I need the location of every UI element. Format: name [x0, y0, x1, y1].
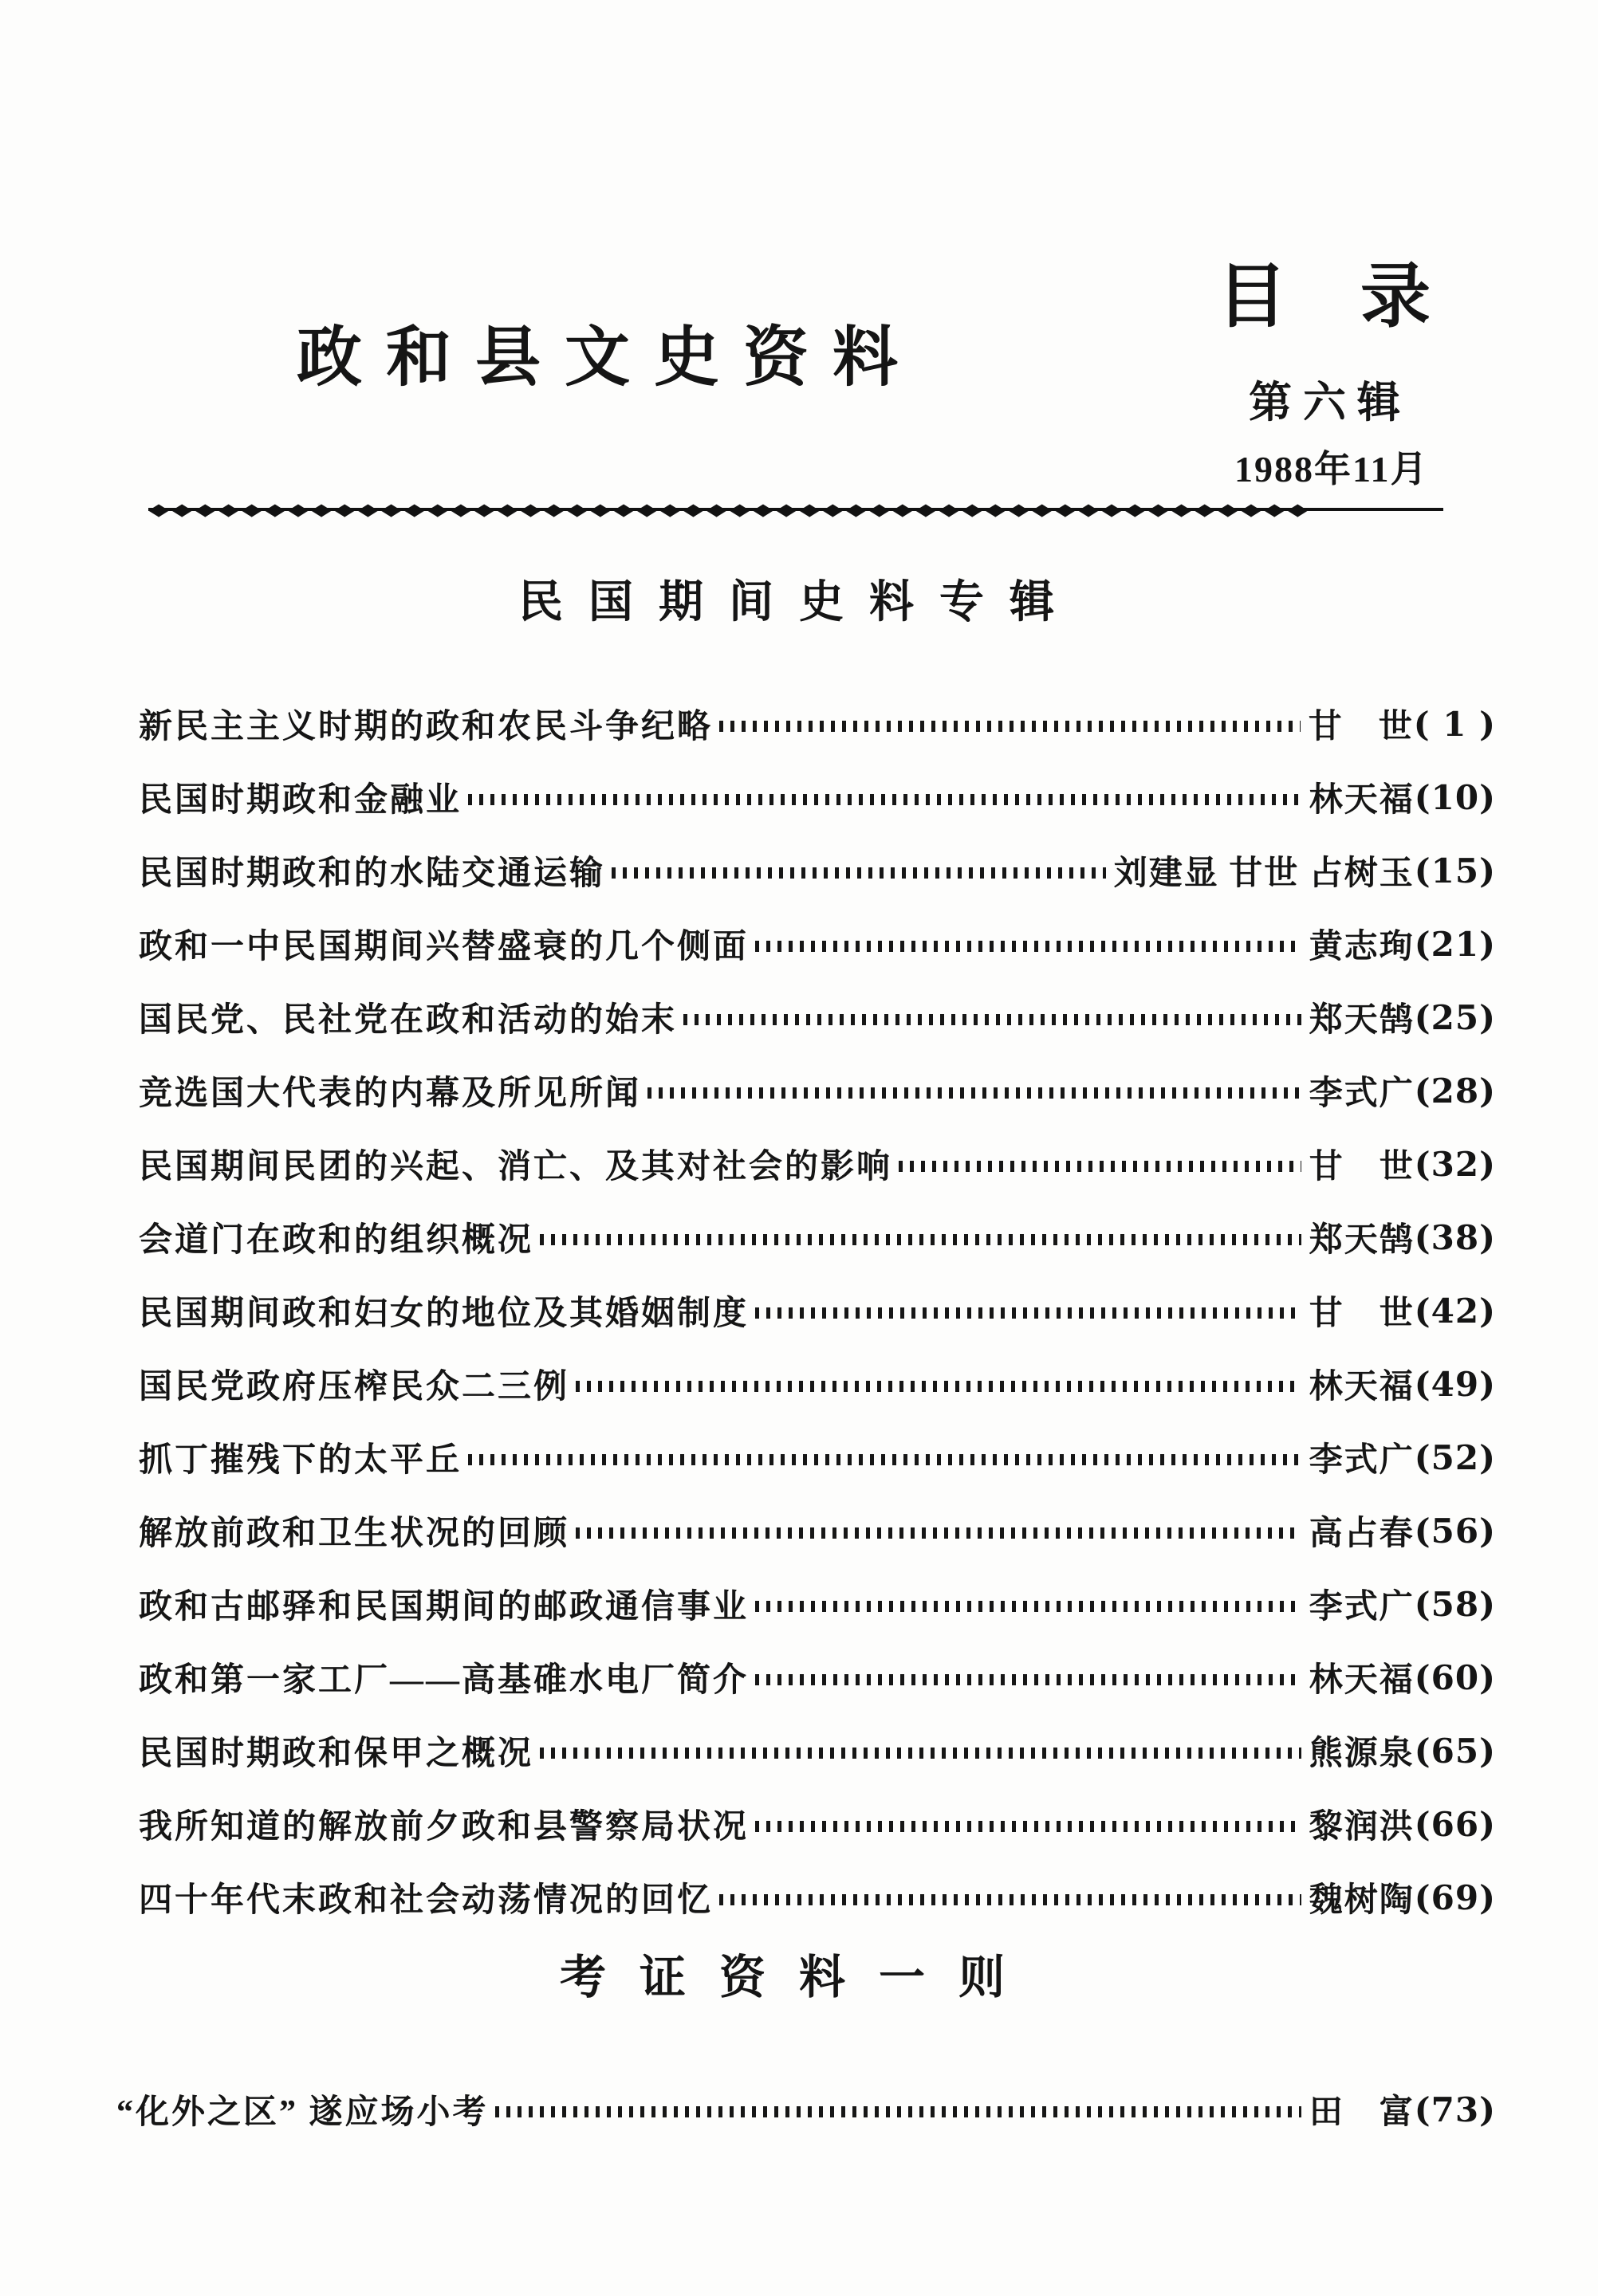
entry-page-number: (60)	[1414, 1657, 1496, 1697]
dotted-leader	[755, 1674, 1301, 1685]
entry-page-number: (49)	[1414, 1364, 1496, 1404]
entry-author: 高占春	[1309, 1516, 1415, 1552]
entry-title: 竞选国大代表的内幕及所见所闻	[139, 1075, 642, 1112]
entry-page-number: (32)	[1414, 1144, 1496, 1184]
entry-title: 民国时期政和的水陆交通运输	[139, 855, 606, 892]
section-heading-republican-era: 民国期间史料专辑	[518, 578, 1080, 627]
entry-title: 民国时期政和保甲之概况	[139, 1736, 534, 1772]
toc-entry	[139, 907, 1496, 981]
entry-page-number: (56)	[1414, 1511, 1496, 1551]
booklet-title: 政和县文史资料	[297, 321, 923, 394]
toc-list	[116, 2073, 1496, 2146]
issue-date: 1988年11月	[1234, 449, 1429, 489]
entry-title: 解放前政和卫生状况的回顾	[139, 1516, 570, 1552]
entry-title: 国民党、民社党在政和活动的始末	[139, 1002, 678, 1039]
dotted-leader	[755, 1307, 1301, 1319]
toc-list	[139, 687, 1496, 1934]
entry-title: 会道门在政和的组织概况	[139, 1222, 534, 1259]
entry-author: 郑天鹄	[1309, 1002, 1415, 1039]
dotted-leader	[719, 1894, 1301, 1905]
entry-author: 林天福	[1309, 782, 1415, 819]
dotted-leader	[755, 1821, 1301, 1832]
toc-entry	[139, 1494, 1496, 1567]
dotted-leader	[540, 1234, 1301, 1245]
entry-title: “化外之区” 遂应场小考	[116, 2094, 489, 2131]
entry-title: 民国时期政和金融业	[139, 782, 462, 819]
entry-author: 黎润洪	[1309, 1809, 1415, 1846]
entry-author: 熊源泉	[1309, 1736, 1415, 1772]
toc-entry	[139, 1201, 1496, 1274]
entry-page-number: (73)	[1414, 2090, 1496, 2129]
entry-page-number: (25)	[1414, 997, 1496, 1037]
ornamental-divider	[148, 494, 1443, 525]
entry-page-number: (38)	[1414, 1217, 1496, 1257]
entry-title: 新民主主义时期的政和农民斗争纪略	[139, 709, 714, 745]
entry-author: 田 富	[1309, 2094, 1415, 2131]
entry-author: 甘 世	[1309, 1295, 1415, 1332]
dotted-leader	[540, 1748, 1301, 1759]
toc-entry	[139, 1127, 1496, 1201]
entry-page-number: (21)	[1414, 924, 1496, 964]
toc-entry	[139, 1274, 1496, 1347]
toc-entry	[139, 1787, 1496, 1861]
entry-page-number: (10)	[1414, 777, 1496, 817]
entry-author: 郑天鹄	[1309, 1222, 1415, 1259]
entry-title: 政和古邮驿和民国期间的邮政通信事业	[139, 1589, 750, 1626]
entry-page-number: (66)	[1414, 1804, 1496, 1844]
toc-entry	[139, 834, 1496, 907]
dotted-leader	[755, 1601, 1301, 1612]
entry-page-number: (42)	[1414, 1291, 1496, 1331]
dotted-leader	[719, 721, 1301, 732]
toc-entry	[139, 1641, 1496, 1714]
entry-page-number: (52)	[1414, 1437, 1496, 1477]
toc-entry	[116, 2073, 1496, 2146]
entry-author: 林天福	[1309, 1662, 1415, 1699]
entry-title: 民国期间民团的兴起、消亡、及其对社会的影响	[139, 1149, 893, 1185]
toc-entry	[139, 1714, 1496, 1787]
dotted-leader	[468, 794, 1301, 805]
toc-entry	[139, 981, 1496, 1054]
toc-title: 目 录	[1217, 259, 1433, 336]
entry-title: 政和第一家工厂——高基碓水电厂简介	[139, 1662, 750, 1699]
volume-label: 第六辑	[1249, 379, 1411, 427]
dotted-leader	[468, 1454, 1301, 1465]
entry-page-number: (65)	[1414, 1731, 1496, 1771]
dotted-leader	[683, 1014, 1301, 1025]
toc-entry	[139, 687, 1496, 761]
dotted-leader	[755, 941, 1301, 952]
dotted-leader	[495, 2106, 1301, 2117]
entry-author: 甘 世	[1309, 1149, 1415, 1185]
entry-author: 魏树陶	[1309, 1882, 1415, 1919]
dotted-leader	[899, 1161, 1301, 1172]
dotted-leader	[647, 1087, 1301, 1099]
entry-author: 李式广	[1309, 1442, 1415, 1479]
entry-title: 民国期间政和妇女的地位及其婚姻制度	[139, 1295, 750, 1332]
section-heading-textual-research: 考证资料一则	[559, 1952, 1038, 2003]
toc-entry	[139, 1421, 1496, 1494]
entry-title: 政和一中民国期间兴替盛衰的几个侧面	[139, 929, 750, 965]
dotted-leader	[612, 867, 1106, 879]
toc-entry	[139, 1567, 1496, 1641]
entry-author: 李式广	[1309, 1589, 1415, 1626]
entry-page-number: (15)	[1414, 851, 1496, 890]
entry-page-number: (28)	[1414, 1071, 1496, 1111]
divider-beads: ◆◆◆◆◆◆◆◆◆◆◆◆◆◆◆◆◆◆◆◆◆◆◆◆◆◆◆◆◆◆◆◆◆◆◆◆◆◆◆◆◆◆◆◆◆◆◆◆◆◆	[148, 499, 1311, 520]
toc-entry	[139, 761, 1496, 834]
entry-page-number: (58)	[1414, 1584, 1496, 1624]
dotted-leader	[576, 1527, 1301, 1539]
dotted-leader	[576, 1381, 1301, 1392]
entry-title: 国民党政府压榨民众二三例	[139, 1369, 570, 1406]
entry-author: 刘建显 甘世 占树玉	[1113, 855, 1415, 892]
entry-page-number: ( 1 )	[1413, 704, 1496, 744]
toc-entry	[139, 1347, 1496, 1421]
entry-page-number: (69)	[1414, 1877, 1496, 1917]
entry-title: 我所知道的解放前夕政和县警察局状况	[139, 1809, 750, 1846]
toc-entry	[139, 1861, 1496, 1934]
entry-author: 林天福	[1309, 1369, 1415, 1406]
entry-title: 抓丁摧残下的太平丘	[139, 1442, 462, 1479]
toc-entry	[139, 1054, 1496, 1127]
entry-author: 李式广	[1309, 1075, 1415, 1112]
entry-author: 黄志珣	[1309, 929, 1415, 965]
entry-author: 甘 世	[1308, 709, 1414, 745]
entry-title: 四十年代末政和社会动荡情况的回忆	[139, 1882, 714, 1919]
